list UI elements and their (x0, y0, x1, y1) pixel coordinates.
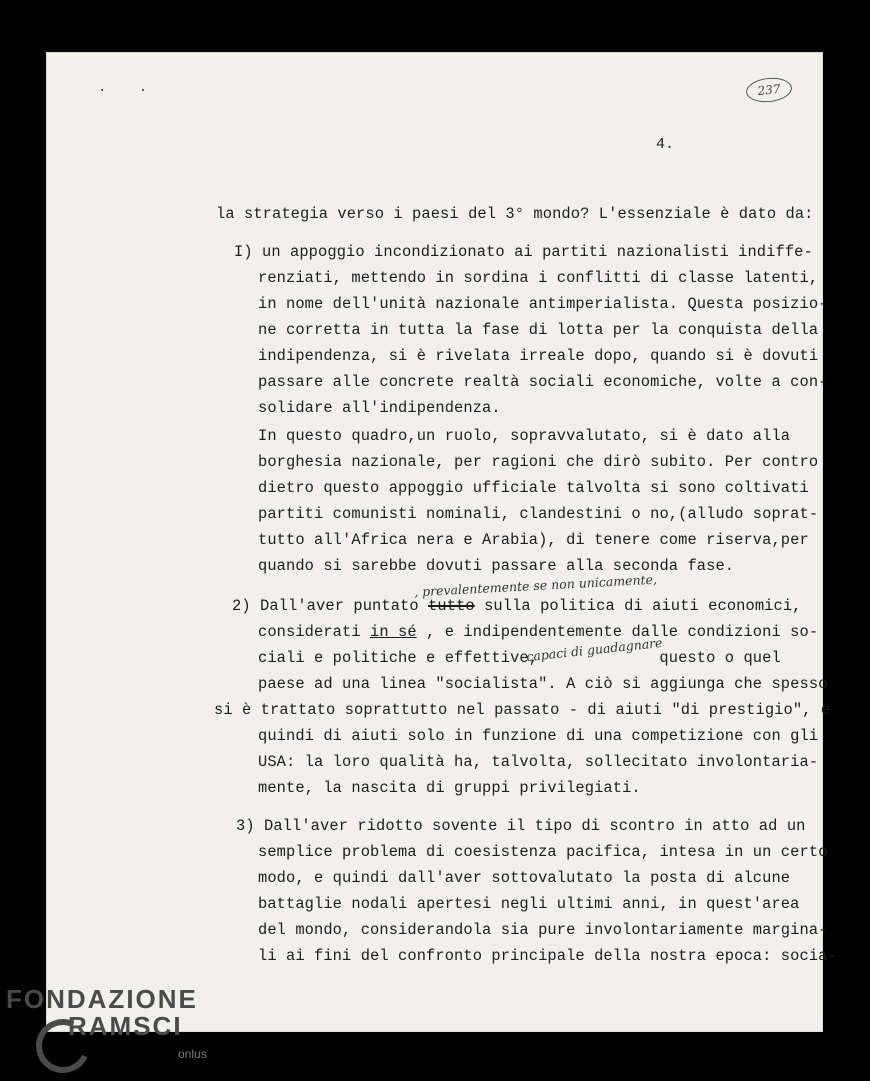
text-line: in nome dell'unità nazionale antimperialista. Questa posizio- (258, 295, 828, 313)
text-line: semplice problema di coesistenza pacifica, intesa in un certo (258, 843, 828, 861)
text-line: renziati, mettendo in sordina i conflitti di classe latenti, (258, 269, 819, 287)
text-line: passare alle concrete realtà sociali economiche, volte a con- (258, 373, 828, 391)
text-line: indipendenza, si è rivelata irreale dopo, quando si è dovuti (258, 347, 819, 365)
handwritten-insertion: , prevalentemente se non unicamente, (413, 571, 658, 600)
text-line: 3) Dall'aver ridotto sovente il tipo di scontro in atto ad un (236, 817, 806, 835)
fondazione-gramsci-watermark (6, 984, 207, 1061)
struck-word: tutto (428, 597, 475, 615)
text-line: borghesia nazionale, per ragioni che dirò subito. Per contro (258, 453, 819, 471)
document-page (46, 52, 837, 1032)
underlined-phrase: in sé (370, 623, 417, 641)
text-line: del mondo, considerandola sia pure involontariamente margina- (258, 921, 828, 939)
text-line: quindi di aiuti solo in funzione di una competizione con gli (258, 727, 819, 745)
text-line: quando si sarebbe dovuti passare alla seconda fase. (258, 557, 735, 575)
text-line: 2) Dall'aver puntato tutto sulla politica di aiuti economici, (232, 597, 802, 615)
archive-number-stamp: 237 (745, 76, 793, 105)
text-line: partiti comunisti nominali, clandestini o no,(alludo soprat- (258, 505, 819, 523)
text-line: tutto all'Africa nera e Arabia), di tenere come riserva,per (258, 531, 809, 549)
text-line: ne corretta in tutta la fase di lotta per la conquista della (258, 321, 819, 339)
watermark-line-1: FONDAZIONE (6, 984, 198, 1014)
watermark-line-3: onlus (178, 1047, 207, 1061)
watermark-line-2: RAMSCI (68, 1011, 183, 1041)
page-number: 4. (656, 136, 675, 153)
text-line: la strategia verso i paesi del 3° mondo? L'essenziale è dato da: (216, 205, 814, 223)
text-line: considerati in sé , e indipendentemente dalle condizioni so- (258, 623, 819, 641)
text-line: I) un appoggio incondizionato ai partiti nazionalisti indiffe- (234, 243, 813, 261)
text-line: In questo quadro,un ruolo, sopravvalutato, si è dato alla (258, 427, 791, 445)
text-line: solidare all'indipendenza. (258, 399, 501, 417)
text-line: dietro questo appoggio ufficiale talvolta si sono coltivati (258, 479, 809, 497)
text-line: USA: la loro qualità ha, talvolta, sollecitato involontaria- (258, 753, 819, 771)
page-dots: . . (98, 80, 160, 96)
text-line: ciali e politiche e effettive, questo o quel (258, 649, 781, 667)
text-line: mente, la nascita di gruppi privilegiati. (258, 779, 641, 797)
text-line: paese ad una linea "socialista". A ciò si aggiunga che spesso (258, 675, 828, 693)
text-line: battaglie nodali apertesi negli ultimi anni, in quest'area (258, 895, 800, 913)
text-line: modo, e quindi dall'aver sottovalutato la posta di alcune (258, 869, 791, 887)
handwritten-insertion: capaci di guadagnare (525, 634, 664, 665)
text-line: li ai fini del confronto principale della nostra epoca: socia- (258, 947, 837, 965)
text-line: si è trattato soprattutto nel passato - di aiuti "di prestigio", e (214, 701, 831, 719)
